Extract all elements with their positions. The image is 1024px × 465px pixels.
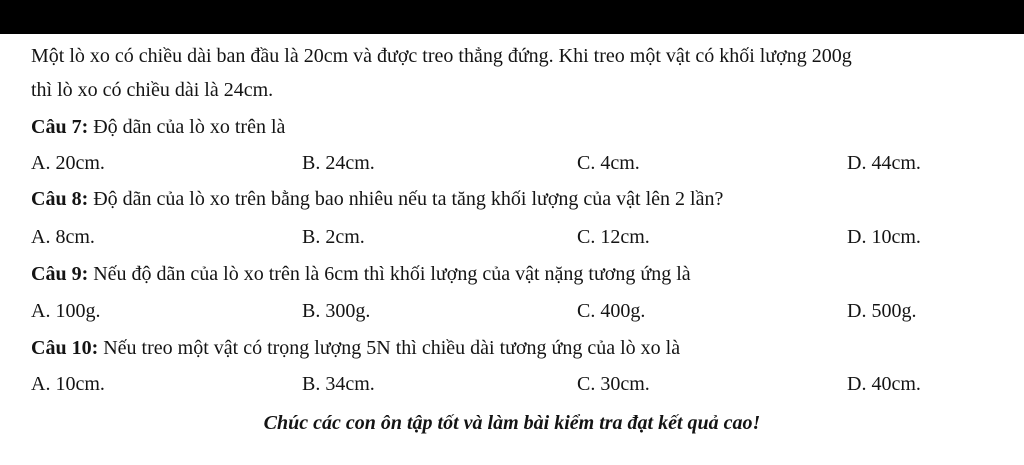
question-7 (31, 115, 285, 139)
question-9 (31, 262, 691, 286)
question-7-option-c: C. 4cm. (577, 152, 640, 174)
question-8-text: Độ dãn của lò xo trên bằng bao nhiêu nếu ta tăng khối lượng của vật lên 2 lần? (88, 188, 724, 210)
question-7-text: Độ dãn của lò xo trên là (88, 116, 286, 138)
question-8 (31, 187, 723, 211)
question-7-option-d: D. 44cm. (847, 152, 921, 174)
worksheet (0, 34, 1024, 465)
question-10-text: Nếu treo một vật có trọng lượng 5N thì chiều dài tương ứng của lò xo là (98, 337, 681, 359)
question-10-option-c: C. 30cm. (577, 373, 650, 395)
top-black-bar (0, 0, 1024, 34)
question-10-option-d: D. 40cm. (847, 373, 921, 395)
question-8-option-d: D. 10cm. (847, 226, 921, 248)
question-9-option-c: C. 400g. (577, 300, 646, 322)
question-9-option-a: A. 100g. (31, 300, 101, 322)
question-8-label: Câu 8: (31, 188, 89, 210)
question-10 (31, 336, 680, 360)
question-8-option-c: C. 12cm. (577, 226, 650, 248)
question-9-option-d: D. 500g. (847, 300, 917, 322)
intro-line-2: thì lò xo có chiều dài là 24cm. (31, 79, 274, 101)
question-10-option-a: A. 10cm. (31, 373, 105, 395)
intro-line-1: Một lò xo có chiều dài ban đầu là 20cm và được treo thẳng đứng. Khi treo một vật có khối lượng 200g (31, 45, 852, 67)
question-9-label: Câu 9: (31, 263, 89, 285)
question-9-text: Nếu độ dãn của lò xo trên là 6cm thì khối lượng của vật nặng tương ứng là (88, 263, 691, 285)
question-8-option-b: B. 2cm. (302, 226, 365, 248)
question-10-label: Câu 10: (31, 337, 99, 359)
question-9-option-b: B. 300g. (302, 300, 371, 322)
question-8-option-a: A. 8cm. (31, 226, 95, 248)
question-7-label: Câu 7: (31, 116, 89, 138)
closing-message: Chúc các con ôn tập tốt và làm bài kiểm tra đạt kết quả cao! (263, 412, 761, 434)
question-7-option-b: B. 24cm. (302, 152, 375, 174)
question-10-option-b: B. 34cm. (302, 373, 375, 395)
question-7-option-a: A. 20cm. (31, 152, 105, 174)
